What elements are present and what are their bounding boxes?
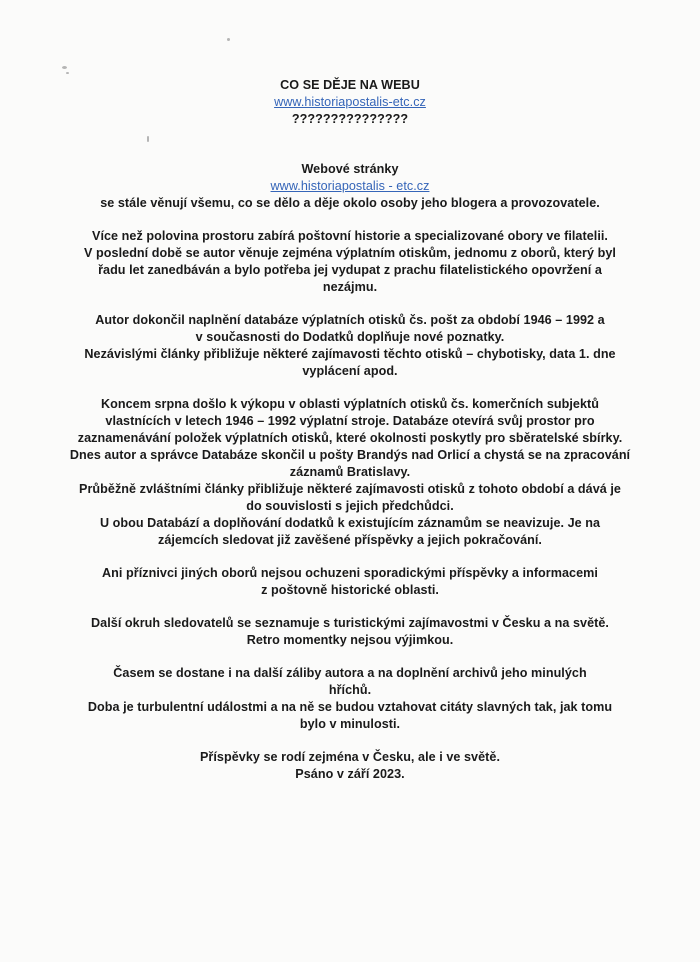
paragraph-line: vlastnících v letech 1946 – 1992 výplatní stroje. Databáze otevírá svůj prostor pro (105, 414, 595, 428)
header (40, 77, 660, 128)
intro (40, 161, 660, 212)
paragraph-line: Nezávislými články přibližuje některé zajímavosti těchto otisků – chybotisky, data 1. dne (84, 347, 616, 361)
paragraph-line: hříchů. (328, 683, 372, 697)
paragraph-line: vyplácení apod. (302, 364, 398, 378)
paragraph-line: řadu let zanedbáván a bylo potřeba jej vydupat z prachu filatelistického opovržení a (98, 263, 602, 277)
scan-speck (62, 66, 67, 69)
paragraph-line: V poslední době se autor věnuje zejména výplatním otiskům, jednomu z oborů, který byl (84, 246, 616, 260)
question-marks: ??????????????? (291, 112, 409, 126)
paragraph-line: zaznamenávání položek výplatních otisků, které okolnosti poskytly pro sběratelské sbírky. (77, 431, 623, 445)
paragraph-database (40, 312, 660, 380)
paragraph-line: záznamů Bratislavy. (289, 465, 411, 479)
paragraph-line: nezájmu. (322, 280, 378, 294)
paragraph-line: Ani příznivci jiných oborů nejsou ochuzeni sporadickými příspěvky a informacemi (102, 566, 598, 580)
intro-heading: Webové stránky (301, 162, 399, 176)
header-website-link[interactable]: www.historiapostalis-etc.cz (274, 95, 426, 109)
page-title: CO SE DĚJE NA WEBU (280, 78, 420, 92)
paragraph-line: Více než polovina prostoru zabírá poštovní historie a specializované obory ve filatelii. (92, 229, 608, 243)
paragraph-line: Další okruh sledovatelů se seznamuje s turistickými zajímavostmi v Česku a na světě. (91, 616, 609, 630)
intro-text: se stále věnují všemu, co se dělo a děje okolo osoby jeho blogera a provozovatele. (100, 196, 600, 210)
paragraph-line: Příspěvky se rodí zejména v Česku, ale i ve světě. (199, 750, 501, 764)
intro-website-link[interactable]: www.historiapostalis - etc.cz (270, 179, 430, 193)
scan-speck (147, 136, 149, 142)
paragraph-other-fields (40, 565, 660, 599)
paragraph-line: do souvislosti s jejich předchůdci. (246, 499, 454, 513)
paragraph-tourism (40, 615, 660, 649)
paragraph-line: z poštovně historické oblasti. (261, 583, 439, 597)
paragraph-line: Koncem srpna došlo k výkopu v oblasti výplatních otisků čs. komerčních subjektů (100, 397, 600, 411)
paragraph-line: Dnes autor a správce Databáze skončil u pošty Brandýs nad Orlicí a chystá se na zpracování (69, 448, 631, 462)
paragraph-hobbies (40, 665, 660, 733)
paragraph-commercial-subjects (40, 396, 660, 549)
paragraph-line: Časem se dostane i na další záliby autora a na doplnění archivů jeho minulých (113, 666, 587, 680)
paragraph-line: Průběžně zvláštními články přibližuje některé zajímavosti otisků z tohoto období a dává je (79, 482, 621, 496)
paragraph-line: Autor dokončil naplnění databáze výplatních otisků čs. pošt za období 1946 – 1992 a (95, 313, 605, 327)
paragraph-line: U obou Databází a doplňování dodatků k existujícím záznamům se neavizuje. Je na (99, 516, 601, 530)
paragraph-line: zájemcích sledovat již zavěšené příspěvky a jejich pokračování. (158, 533, 542, 547)
paragraph-line: bylo v minulosti. (299, 717, 401, 731)
date-line: Psáno v září 2023. (295, 767, 405, 781)
paragraph-philately (40, 228, 660, 296)
paragraph-line: Retro momentky nejsou výjimkou. (246, 633, 454, 647)
scan-speck (66, 72, 69, 74)
scan-speck (227, 38, 230, 41)
paragraph-line: Doba je turbulentní událostmi a na ně se budou vztahovat citáty slavných tak, jak tomu (87, 700, 613, 714)
paragraph-closing (40, 749, 660, 783)
paragraph-line: v současnosti do Dodatků doplňuje nové poznatky. (195, 330, 505, 344)
